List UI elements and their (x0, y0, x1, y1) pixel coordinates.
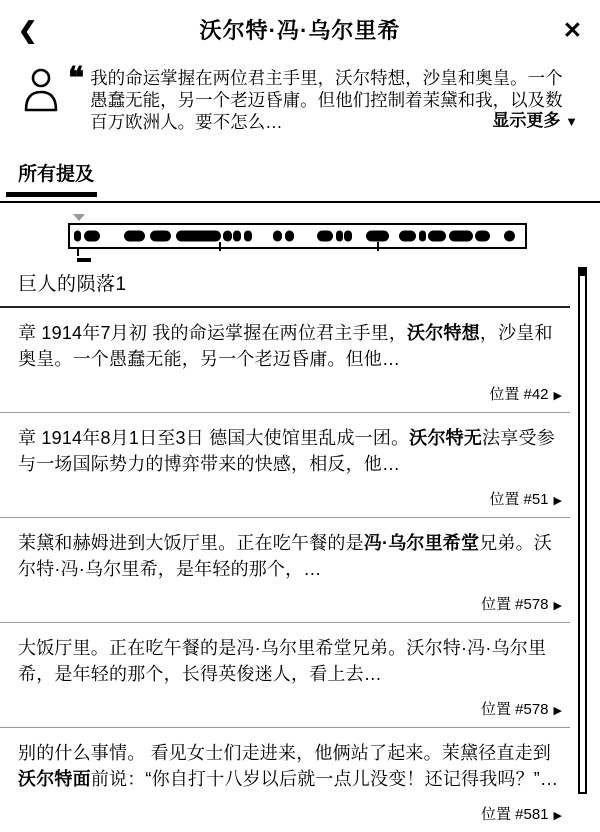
mention-mark (419, 231, 426, 242)
character-quote-block (22, 62, 578, 133)
current-position-marker (73, 214, 85, 221)
mention-mark (233, 231, 240, 242)
mention-mark (399, 231, 416, 242)
entry-location-arrow: ▶ (553, 705, 562, 717)
close-icon[interactable]: ✕ (562, 16, 582, 43)
mentions-list (0, 308, 600, 832)
entry-location (18, 698, 562, 719)
tab-bar (0, 159, 600, 203)
entry-location (18, 803, 562, 824)
page-title: 沃尔特·冯·乌尔里希 (199, 18, 401, 43)
entry-location-arrow: ▶ (553, 810, 562, 822)
mention-list-item[interactable] (0, 623, 570, 728)
mention-list-item[interactable] (0, 308, 570, 413)
entry-location-arrow: ▶ (553, 495, 562, 507)
entry-location (18, 488, 562, 509)
timeline-bar[interactable] (68, 223, 527, 249)
header (0, 0, 600, 51)
chevron-down-icon: ▼ (565, 114, 578, 129)
mention-mark (124, 231, 145, 242)
entry-text: 别的什么事情。 看见女士们走进来，他俩站了起来。茉黛径直走到沃尔特面前说：“你自打十八岁以后就一点儿没变！还记得我吗？”… (18, 743, 559, 789)
mention-mark (84, 231, 100, 242)
mention-mark (336, 231, 343, 242)
mention-mark (273, 231, 282, 242)
quote-mark-icon: ❝ (68, 62, 85, 95)
mention-mark (344, 231, 351, 242)
person-icon (22, 67, 60, 133)
mention-mark (366, 231, 389, 242)
mention-mark (475, 231, 490, 242)
section-tick (377, 242, 379, 251)
section-tick (219, 242, 221, 251)
quote-text: 我的命运掌握在两位君主手里，沃尔特想，沙皇和奥皇。一个愚蠢无能，另一个老迈昏庸。但他们控制着茉黛和我，以及数百万欧洲人。要不怎么… (90, 68, 563, 132)
mention-list-item[interactable] (0, 518, 570, 623)
mention-mark (176, 231, 221, 242)
mention-mark (285, 231, 294, 242)
mentions-timeline (68, 223, 527, 249)
mention-list-item[interactable] (0, 413, 570, 518)
scrollbar-thumb[interactable] (580, 269, 585, 276)
entry-text: 章 1914年7月初 我的命运掌握在两位君主手里，沃尔特想，沙皇和奥皇。一个愚蠢无能，另一个老迈昏庸。但他… (18, 323, 553, 369)
mention-mark (223, 231, 232, 242)
quote-text-body (90, 67, 578, 133)
back-icon[interactable]: ❮ (18, 16, 38, 43)
show-more-label: 显示更多 (492, 111, 561, 130)
entry-text: 章 1914年8月1日至3日 德国大使馆里乱成一团。沃尔特无法享受参与一场国际势力的博弈带来的快感，相反，他… (18, 428, 555, 474)
mention-mark (504, 231, 515, 242)
entry-location-arrow: ▶ (553, 600, 562, 612)
entry-location-arrow: ▶ (553, 390, 562, 402)
show-more-button[interactable] (482, 110, 578, 133)
mention-mark (317, 231, 334, 242)
entry-location-label: 位置 #51 (489, 491, 549, 508)
entry-location (18, 593, 562, 614)
mention-mark (449, 231, 473, 242)
mention-mark (150, 231, 171, 242)
tab-all-mentions[interactable]: 所有提及 (6, 159, 97, 197)
mention-mark (244, 231, 252, 242)
entry-location-label: 位置 #581 (480, 806, 549, 823)
current-position-underline (77, 258, 91, 262)
mention-list-item[interactable] (0, 728, 570, 832)
entry-location-label: 位置 #578 (480, 596, 549, 613)
book-title: 巨人的陨落1 (18, 274, 127, 295)
current-position-tick (77, 249, 79, 256)
entry-location-label: 位置 #578 (480, 701, 549, 718)
entry-location-label: 位置 #42 (489, 386, 549, 403)
entry-location (18, 383, 562, 404)
entry-text: 大饭厅里。正在吃午餐的是冯·乌尔里希堂兄弟。沃尔特·冯·乌尔里希，是年轻的那个，长得英俊迷人，看上去… (18, 638, 547, 684)
mention-mark (74, 231, 81, 242)
scrollbar-track[interactable] (578, 267, 587, 794)
entry-text: 茉黛和赫姆进到大饭厅里。正在吃午餐的是冯·乌尔里希堂兄弟。沃尔特·冯·乌尔里希，是年轻的那个，… (18, 533, 553, 579)
mention-mark (428, 231, 446, 242)
